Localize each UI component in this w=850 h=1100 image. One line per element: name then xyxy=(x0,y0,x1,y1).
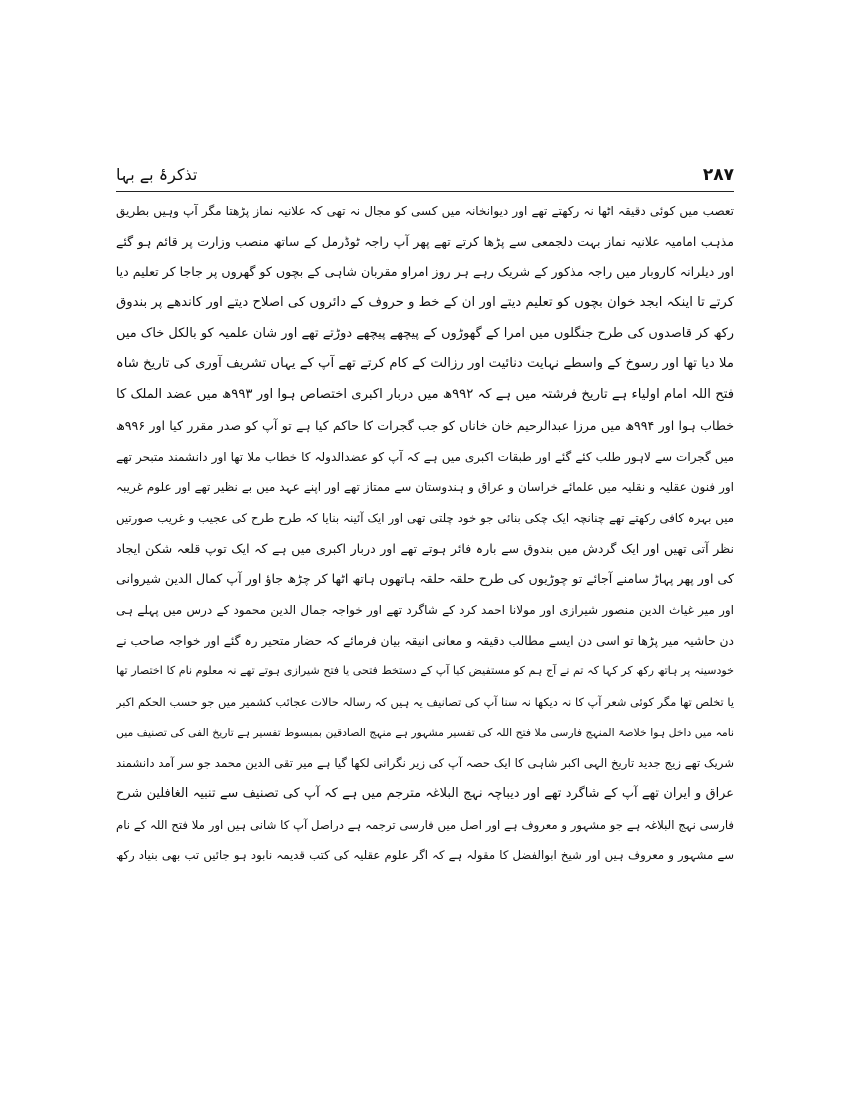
page-number: ۲۸۷ xyxy=(702,165,734,185)
text-line: عراق و ایران تھے آپ کے شاگرد تھے اور دیباچہ نہج البلاغہ مترجم میں ہے کہ آپ کی تصنیف سے تنبیہ الغافلین شرح xyxy=(116,786,734,802)
text-line: میں گجرات سے لاہور طلب کئے گئے اور طبقات اکبری میں ہے کہ آپ کو عضدالدولہ کا خطاب ملا تھا اور دانشمند متبحر تھے xyxy=(116,449,734,464)
text-line: فتح اللہ امام اولیاء ہے تاریخ فرشتہ میں ہے کہ ۹۹۲ھ میں دربار اکبری اختصاص ہوا اور ۹۹۳ھ میں عضد الملک کا xyxy=(116,387,734,403)
text-line: رکھ کر قاصدوں کی طرح جنگلوں میں امرا کے گھوڑوں کے پیچھے پیچھے دوڑتے تھے اور شان علمیہ کو بالکل خاک میں xyxy=(116,325,734,341)
text-line: سے مشہور و معروف ہیں اور شیخ ابوالفضل کا مقولہ ہے کہ اگر علوم عقلیہ کی کتب قدیمہ نابود ہو جائیں تب بھی بنیاد رکھ xyxy=(116,848,734,863)
text-line: اور دیلرانہ کاروبار میں راجہ مذکور کے شریک رہے ہر روز امراو مقربان شاہی کے بچوں کو گھروں پر جاجا کر تعلیم دیا xyxy=(116,264,734,280)
text-line: خطاب ہوا اور ۹۹۴ھ میں مرزا عبدالرحیم خان خاناں کو جب گجرات کا حاکم کیا ہے تو آپ کو صدر مقرر کیا اور ۹۹۶ھ xyxy=(116,417,734,433)
running-title: تذکرۂ بے بہا xyxy=(116,165,198,184)
body-text xyxy=(116,196,734,1046)
text-line: کی اور پھر پہاڑ سامنے آجائے تو چوڑیوں کی طرح حلقہ حلقہ ہاتھوں ہاتھ اٹھا کر چڑھ جاؤ اور آپ کمال الدین شیروانی xyxy=(116,571,734,587)
header-rule xyxy=(116,191,734,192)
text-line: فارسی نہج البلاغہ ہے جو مشہور و معروف ہے اور اصل میں فارسی ترجمہ ہے دراصل آپ کا شانی ہیں اور ملا فتح اللہ کے نام xyxy=(116,817,734,832)
text-line: یا تخلص تھا مگر کوئی شعر آپ کا نہ دیکھا نہ سنا آپ کی تصانیف یہ ہیں کہ رسالہ حالات عجائب کشمیر میں جو حسب الحکم اکبر xyxy=(116,695,734,709)
text-line: اور میر غیاث الدین منصور شیرازی اور مولانا احمد کرد کے شاگرد تھے اور خواجہ جمال الدین محمود کے درس میں پہلے ہی xyxy=(116,602,734,617)
text-line: تعصب میں کوئی دقیقہ اٹھا نہ رکھتے تھے اور دیوانخانہ میں کسی کو مجال نہ تھی کہ علانیہ نماز پڑھتا مگر آپ وہیں بطریق xyxy=(116,204,734,218)
text-line: شریک تھے زیج جدید تاریخ الہی اکبر شاہی کا ایک حصہ آپ کی زیر نگرانی لکھا گیا ہے میر تقی الدین محمد جو سر آمد دانشمند xyxy=(116,756,734,771)
text-line: نظر آتی تھیں اور ایک گردش میں بندوق سے بارہ فائر ہوتے تھے اور دربار اکبری میں ہے کہ ایک توپ قلعہ شکن ایجاد xyxy=(116,540,734,556)
text-line: میں بہرہ کافی رکھتے تھے چنانچہ ایک چکی بنائی جو خود چلتی تھی اور ایک آئینہ بنایا کہ طرح طرح کی عجیب و غریب صورتیں xyxy=(116,510,734,525)
text-line: کرتے تا اینکہ ابجد خوان بچوں کو تعلیم دیتے اور ان کے خط و حروف کے دائروں کی اصلاح دیتے اور کاندھے پر بندوق xyxy=(116,295,734,311)
text-line: ملا دیا تھا اور رسوخ کے واسطے نہایت دنائیت اور رزالت کے کام کرتے تھے آپ کے یہاں تشریف آوری کی تاریخ شاہ xyxy=(116,356,734,372)
text-line: خودسینہ پر ہاتھ رکھ کر کہا کہ تم نے آج ہم کو مستفیض کیا آپ کے دستخط فتحی یا فتح شیرازی ہوتے تھے نہ معلوم نام کا اختصار تھا xyxy=(116,664,734,678)
text-line: مذہب امامیہ علانیہ نماز بہت دلجمعی سے پڑھا کرتے تھے پھر آپ راجہ ٹوڈرمل کے ساتھ منصب وزارت پر قائم ہو گئے xyxy=(116,233,734,249)
page-header xyxy=(116,163,734,193)
text-line: نامہ میں داخل ہوا خلاصۃ المنہج فارسی ملا فتح اللہ کی تفسیر مشہور ہے منہج الصادقین بمبسوط تفسیر ہے تاریخ الفی کی تصنیف میں xyxy=(116,725,734,739)
text-line: اور فنون عقلیہ و نقلیہ میں علمائے خراسان و عراق و ہندوستان سے ممتاز تھے اور اپنے عہد میں بے نظیر تھے اور علوم غریبہ xyxy=(116,480,734,495)
text-line: دن حاشیہ میر پڑھا تو اسی دن ایسے مطالب دقیقہ و معانی انیقہ بیان فرمائے کہ حضار متحیر رہ گئے اور خواجہ صاحب نے xyxy=(116,633,734,648)
